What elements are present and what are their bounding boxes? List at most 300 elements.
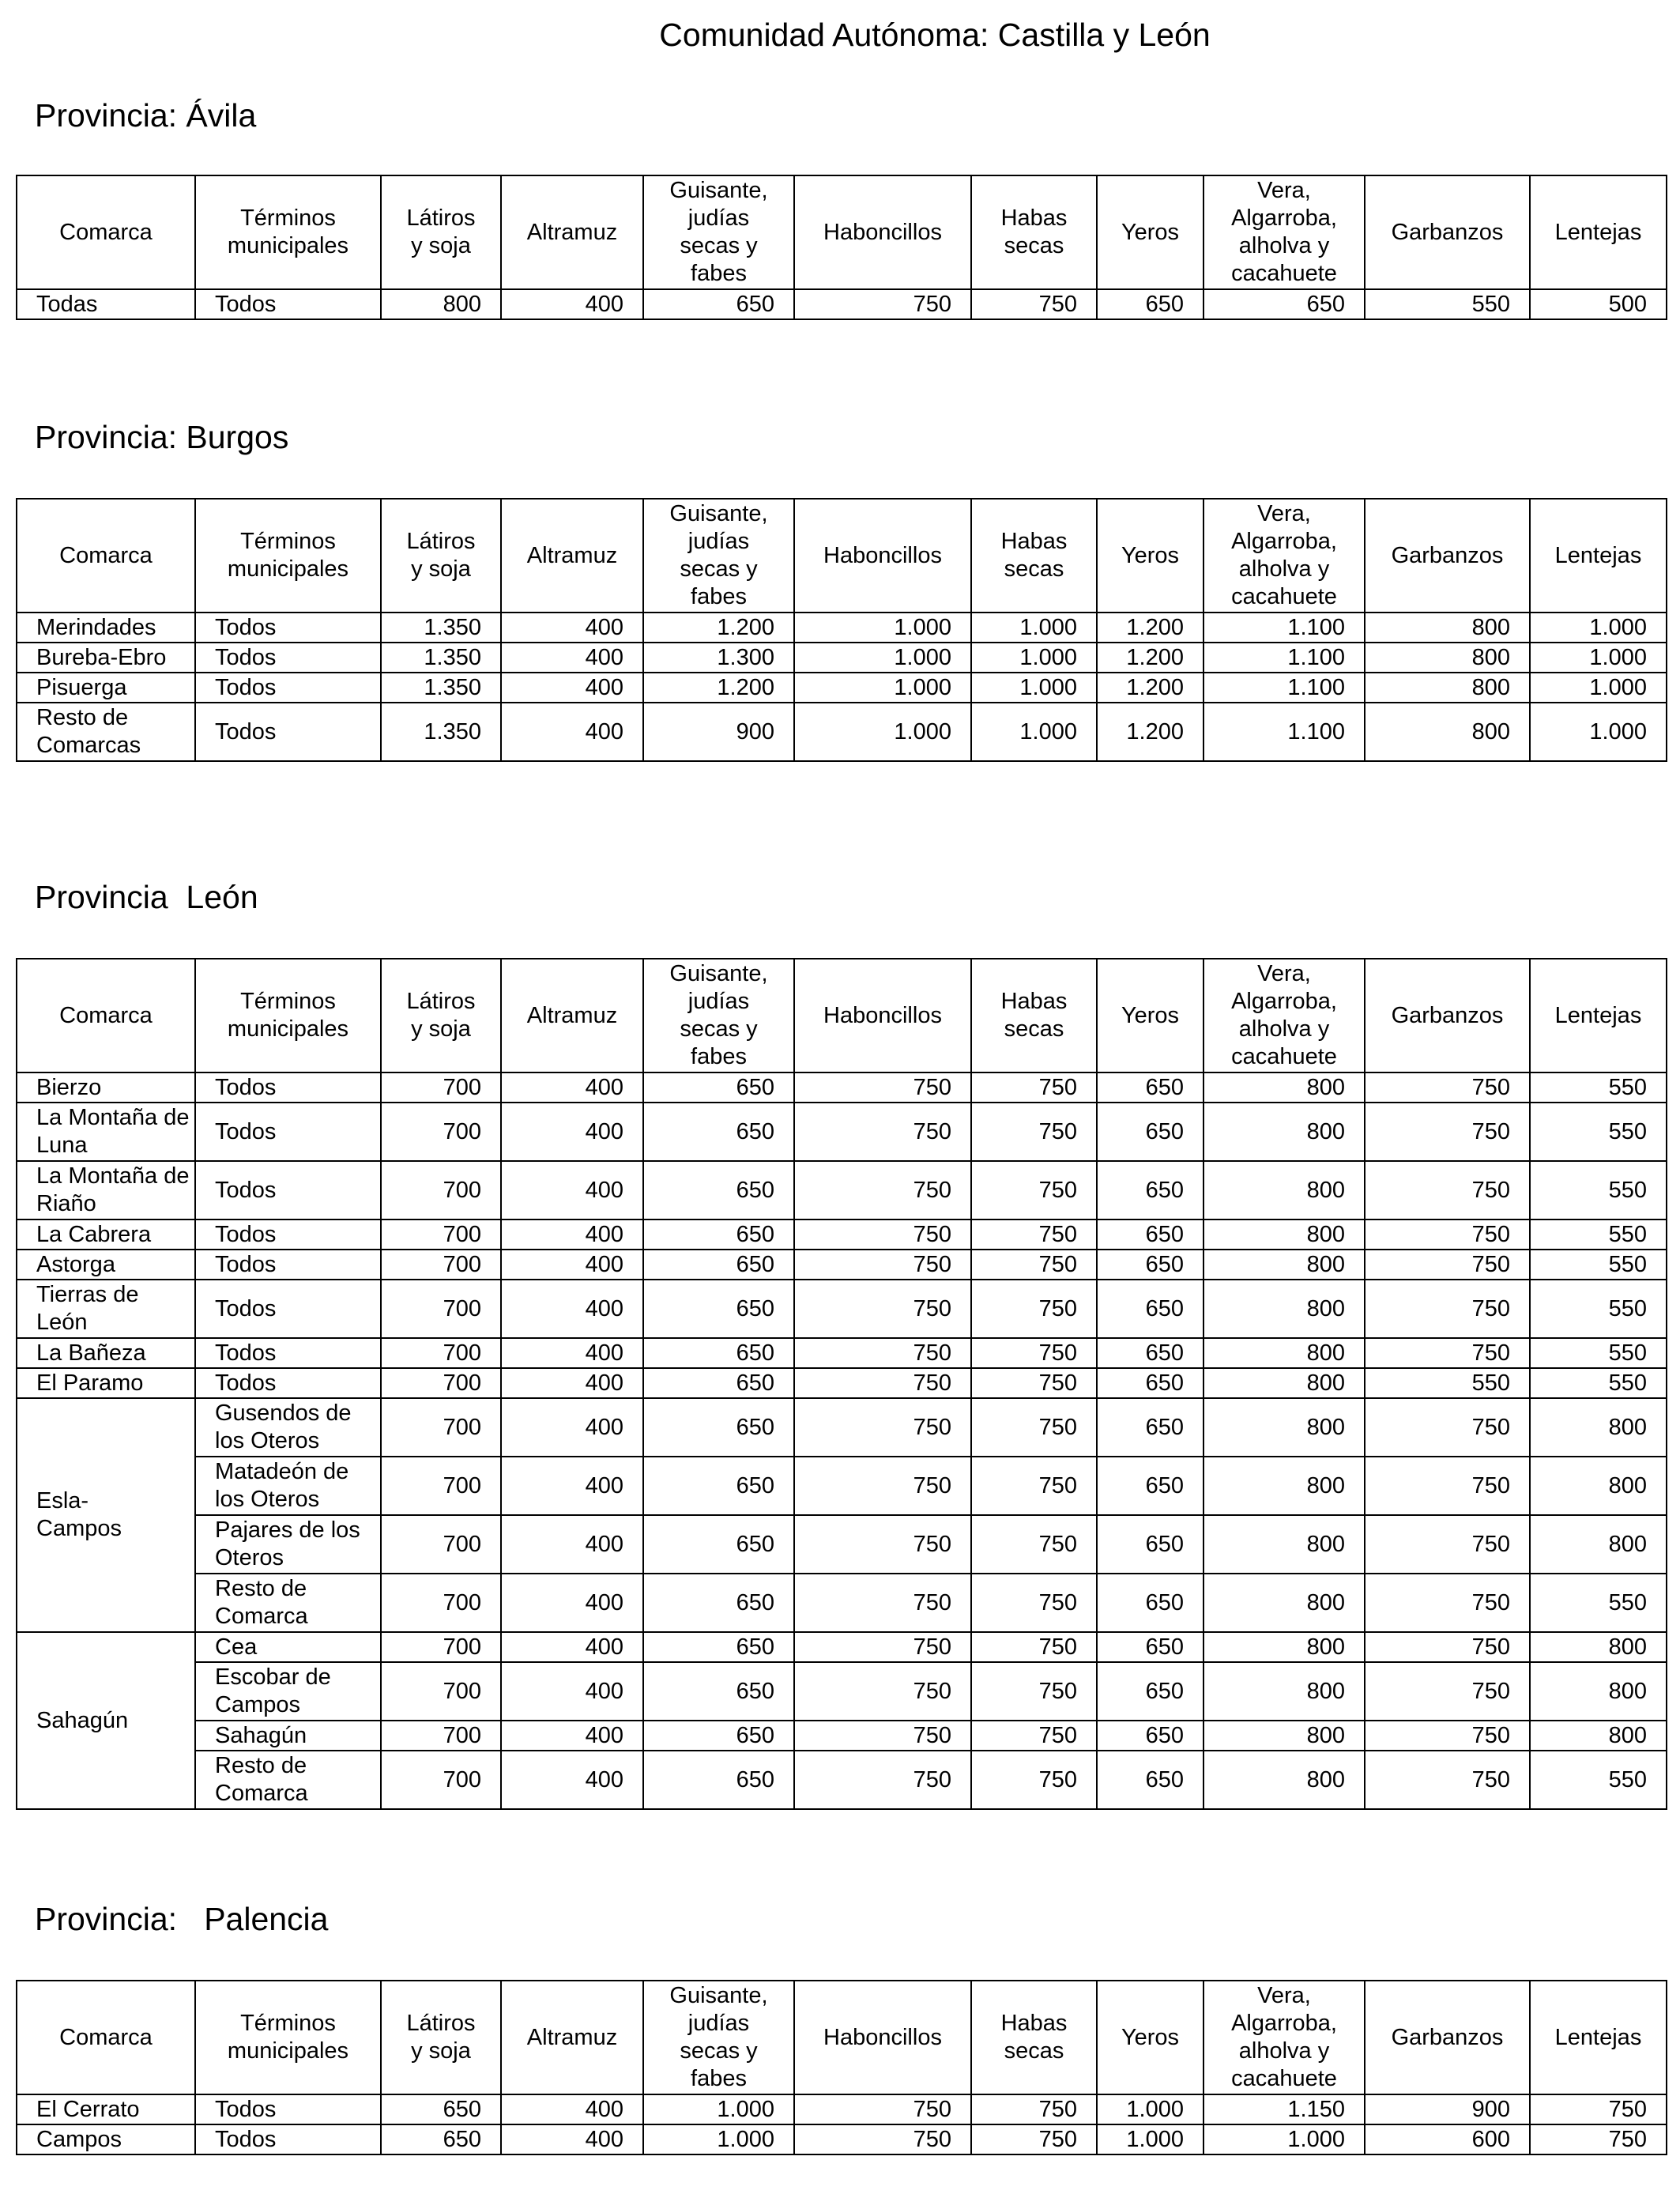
value-cell: 1.200	[643, 613, 794, 643]
section-heading: Provincia León	[35, 879, 258, 915]
value-cell: 750	[971, 1220, 1097, 1250]
header-row	[17, 959, 1667, 1072]
comarca-cell: Resto de Comarcas	[17, 703, 195, 761]
value-cell: 650	[1097, 1103, 1203, 1161]
header-row	[17, 499, 1667, 613]
value-cell: 650	[643, 1721, 794, 1751]
value-cell: 650	[643, 1072, 794, 1103]
value-cell: 750	[1365, 1662, 1530, 1721]
value-cell: 650	[643, 1574, 794, 1632]
value-cell: 500	[1530, 289, 1667, 319]
value-cell: 400	[501, 1662, 643, 1721]
value-cell: 800	[1530, 1515, 1667, 1574]
column-header: Látiros y soja	[381, 959, 501, 1072]
value-cell: 400	[501, 703, 643, 761]
value-cell: 700	[381, 1457, 501, 1515]
comarca-cell: Campos	[17, 2124, 195, 2154]
value-cell: 650	[1097, 1072, 1203, 1103]
value-cell: 750	[971, 1632, 1097, 1662]
value-cell: 750	[794, 1250, 971, 1280]
column-header: Yeros	[1097, 1981, 1203, 2094]
comarca-cell: Esla-Campos	[17, 1398, 195, 1632]
value-cell: 750	[971, 2094, 1097, 2124]
column-header: Altramuz	[501, 175, 643, 289]
value-cell: 650	[643, 1368, 794, 1398]
value-cell: 650	[643, 1103, 794, 1161]
terminos-cell: Todos	[195, 1072, 381, 1103]
column-header: Vera, Algarroba, alholva y cacahuete	[1203, 499, 1365, 613]
value-cell: 700	[381, 1338, 501, 1368]
value-cell: 1.100	[1203, 673, 1365, 703]
table-row	[17, 289, 1667, 319]
table-row	[17, 1721, 1667, 1751]
value-cell: 700	[381, 1250, 501, 1280]
value-cell: 1.200	[1097, 673, 1203, 703]
value-cell: 750	[971, 1515, 1097, 1574]
table-row	[17, 673, 1667, 703]
column-header: Látiros y soja	[381, 175, 501, 289]
column-header: Altramuz	[501, 959, 643, 1072]
value-cell: 1.000	[1530, 673, 1667, 703]
value-cell: 750	[971, 1662, 1097, 1721]
value-cell: 750	[794, 1721, 971, 1751]
value-cell: 1.350	[381, 703, 501, 761]
value-cell: 800	[1530, 1721, 1667, 1751]
value-cell: 1.100	[1203, 703, 1365, 761]
value-cell: 700	[381, 1721, 501, 1751]
column-header: Términos municipales	[195, 499, 381, 613]
page-title: Comunidad Autónoma: Castilla y León	[659, 17, 1211, 53]
value-cell: 400	[501, 1457, 643, 1515]
column-header: Haboncillos	[794, 175, 971, 289]
table-row	[17, 1515, 1667, 1574]
table-row	[17, 1662, 1667, 1721]
column-header: Guisante, judías secas y fabes	[643, 499, 794, 613]
value-cell: 750	[794, 1072, 971, 1103]
header-row	[17, 175, 1667, 289]
value-cell: 650	[1097, 1220, 1203, 1250]
value-cell: 750	[794, 1368, 971, 1398]
value-cell: 750	[1365, 1574, 1530, 1632]
value-cell: 750	[971, 1398, 1097, 1457]
column-header: Guisante, judías secas y fabes	[643, 1981, 794, 2094]
section-heading: Provincia: Ávila	[35, 97, 257, 134]
value-cell: 750	[971, 1280, 1097, 1338]
column-header: Látiros y soja	[381, 1981, 501, 2094]
terminos-cell: Todos	[195, 703, 381, 761]
value-cell: 650	[643, 1751, 794, 1809]
value-cell: 800	[1203, 1280, 1365, 1338]
table-row	[17, 1338, 1667, 1368]
value-cell: 400	[501, 1721, 643, 1751]
value-cell: 650	[1097, 289, 1203, 319]
column-header: Yeros	[1097, 175, 1203, 289]
value-cell: 750	[794, 2124, 971, 2154]
table-leon	[16, 958, 1667, 1810]
value-cell: 650	[643, 289, 794, 319]
terminos-cell: Sahagún	[195, 1721, 381, 1751]
column-header: Comarca	[17, 499, 195, 613]
value-cell: 800	[1365, 613, 1530, 643]
value-cell: 650	[1097, 1161, 1203, 1220]
value-cell: 650	[643, 1250, 794, 1280]
table-row	[17, 1220, 1667, 1250]
value-cell: 400	[501, 1280, 643, 1338]
terminos-cell: Todos	[195, 1220, 381, 1250]
value-cell: 800	[1203, 1662, 1365, 1721]
value-cell: 600	[1365, 2124, 1530, 2154]
value-cell: 650	[1097, 1662, 1203, 1721]
value-cell: 400	[501, 1751, 643, 1809]
value-cell: 650	[643, 1662, 794, 1721]
value-cell: 700	[381, 1574, 501, 1632]
table-row	[17, 1103, 1667, 1161]
value-cell: 400	[501, 2124, 643, 2154]
value-cell: 650	[643, 1632, 794, 1662]
value-cell: 750	[971, 1368, 1097, 1398]
table-row	[17, 1250, 1667, 1280]
value-cell: 750	[971, 1574, 1097, 1632]
column-header: Comarca	[17, 959, 195, 1072]
value-cell: 550	[1530, 1072, 1667, 1103]
value-cell: 750	[794, 1457, 971, 1515]
table-row	[17, 1398, 1667, 1457]
value-cell: 750	[1365, 1515, 1530, 1574]
value-cell: 650	[1203, 289, 1365, 319]
value-cell: 400	[501, 289, 643, 319]
column-header: Lentejas	[1530, 959, 1667, 1072]
value-cell: 800	[1365, 673, 1530, 703]
value-cell: 550	[1530, 1368, 1667, 1398]
value-cell: 700	[381, 1515, 501, 1574]
value-cell: 650	[1097, 1398, 1203, 1457]
value-cell: 750	[794, 1751, 971, 1809]
value-cell: 750	[794, 2094, 971, 2124]
terminos-cell: Todos	[195, 613, 381, 643]
terminos-cell: Gusendos de los Oteros	[195, 1398, 381, 1457]
value-cell: 900	[1365, 2094, 1530, 2124]
value-cell: 750	[1365, 1072, 1530, 1103]
value-cell: 750	[1365, 1280, 1530, 1338]
value-cell: 1.350	[381, 673, 501, 703]
column-header: Términos municipales	[195, 175, 381, 289]
value-cell: 650	[1097, 1574, 1203, 1632]
value-cell: 750	[794, 1515, 971, 1574]
value-cell: 750	[971, 1457, 1097, 1515]
value-cell: 800	[1203, 1574, 1365, 1632]
value-cell: 800	[1203, 1250, 1365, 1280]
value-cell: 1.000	[794, 613, 971, 643]
column-header: Términos municipales	[195, 1981, 381, 2094]
value-cell: 1.000	[1097, 2124, 1203, 2154]
value-cell: 550	[1365, 289, 1530, 319]
comarca-cell: La Bañeza	[17, 1338, 195, 1368]
value-cell: 1.150	[1203, 2094, 1365, 2124]
terminos-cell: Todos	[195, 1161, 381, 1220]
value-cell: 700	[381, 1398, 501, 1457]
column-header: Lentejas	[1530, 499, 1667, 613]
value-cell: 1.350	[381, 643, 501, 673]
value-cell: 750	[1365, 1398, 1530, 1457]
comarca-cell: La Montaña de Riaño	[17, 1161, 195, 1220]
value-cell: 400	[501, 1220, 643, 1250]
value-cell: 400	[501, 613, 643, 643]
value-cell: 1.000	[643, 2094, 794, 2124]
value-cell: 650	[643, 1161, 794, 1220]
value-cell: 650	[643, 1220, 794, 1250]
value-cell: 1.000	[1530, 703, 1667, 761]
column-header: Guisante, judías secas y fabes	[643, 959, 794, 1072]
value-cell: 700	[381, 1662, 501, 1721]
column-header: Garbanzos	[1365, 175, 1530, 289]
value-cell: 700	[381, 1103, 501, 1161]
value-cell: 750	[794, 1662, 971, 1721]
value-cell: 1.000	[643, 2124, 794, 2154]
column-header: Garbanzos	[1365, 499, 1530, 613]
value-cell: 700	[381, 1632, 501, 1662]
value-cell: 1.100	[1203, 643, 1365, 673]
value-cell: 1.300	[643, 643, 794, 673]
value-cell: 750	[1365, 1721, 1530, 1751]
column-header: Altramuz	[501, 1981, 643, 2094]
column-header: Comarca	[17, 1981, 195, 2094]
table-row	[17, 1368, 1667, 1398]
value-cell: 400	[501, 673, 643, 703]
table-row	[17, 1632, 1667, 1662]
value-cell: 400	[501, 1072, 643, 1103]
value-cell: 750	[794, 1632, 971, 1662]
value-cell: 550	[1530, 1751, 1667, 1809]
table-row	[17, 1280, 1667, 1338]
value-cell: 1.000	[1203, 2124, 1365, 2154]
value-cell: 800	[1203, 1632, 1365, 1662]
value-cell: 650	[1097, 1280, 1203, 1338]
value-cell: 650	[1097, 1338, 1203, 1368]
column-header: Habas secas	[971, 175, 1097, 289]
value-cell: 750	[1365, 1751, 1530, 1809]
value-cell: 1.100	[1203, 613, 1365, 643]
value-cell: 750	[1365, 1632, 1530, 1662]
terminos-cell: Todos	[195, 1250, 381, 1280]
value-cell: 750	[1365, 1457, 1530, 1515]
value-cell: 700	[381, 1161, 501, 1220]
value-cell: 750	[794, 1398, 971, 1457]
value-cell: 750	[794, 1103, 971, 1161]
value-cell: 750	[1365, 1103, 1530, 1161]
value-cell: 400	[501, 1574, 643, 1632]
comarca-cell: El Paramo	[17, 1368, 195, 1398]
value-cell: 650	[643, 1280, 794, 1338]
value-cell: 700	[381, 1072, 501, 1103]
value-cell: 800	[1203, 1161, 1365, 1220]
value-cell: 650	[643, 1338, 794, 1368]
comarca-cell: Merindades	[17, 613, 195, 643]
column-header: Haboncillos	[794, 499, 971, 613]
value-cell: 400	[501, 1103, 643, 1161]
value-cell: 750	[794, 1280, 971, 1338]
value-cell: 750	[971, 1161, 1097, 1220]
value-cell: 650	[1097, 1368, 1203, 1398]
value-cell: 700	[381, 1280, 501, 1338]
value-cell: 1.000	[971, 703, 1097, 761]
value-cell: 400	[501, 643, 643, 673]
value-cell: 650	[381, 2094, 501, 2124]
table-row	[17, 643, 1667, 673]
column-header: Garbanzos	[1365, 1981, 1530, 2094]
value-cell: 400	[501, 1398, 643, 1457]
value-cell: 400	[501, 2094, 643, 2124]
value-cell: 750	[971, 2124, 1097, 2154]
value-cell: 1.000	[794, 643, 971, 673]
column-header: Vera, Algarroba, alholva y cacahuete	[1203, 175, 1365, 289]
value-cell: 550	[1365, 1368, 1530, 1398]
value-cell: 650	[1097, 1515, 1203, 1574]
column-header: Habas secas	[971, 959, 1097, 1072]
column-header: Vera, Algarroba, alholva y cacahuete	[1203, 1981, 1365, 2094]
column-header: Lentejas	[1530, 175, 1667, 289]
terminos-cell: Todos	[195, 2124, 381, 2154]
value-cell: 1.000	[794, 703, 971, 761]
table-palencia	[16, 1980, 1667, 2155]
value-cell: 700	[381, 1751, 501, 1809]
value-cell: 800	[1203, 1220, 1365, 1250]
value-cell: 650	[643, 1515, 794, 1574]
value-cell: 1.350	[381, 613, 501, 643]
comarca-cell: Bureba-Ebro	[17, 643, 195, 673]
comarca-cell: Tierras de León	[17, 1280, 195, 1338]
column-header: Vera, Algarroba, alholva y cacahuete	[1203, 959, 1365, 1072]
value-cell: 550	[1530, 1220, 1667, 1250]
table-burgos	[16, 498, 1667, 762]
column-header: Haboncillos	[794, 1981, 971, 2094]
value-cell: 650	[643, 1457, 794, 1515]
value-cell: 800	[1530, 1398, 1667, 1457]
value-cell: 800	[1203, 1103, 1365, 1161]
value-cell: 800	[1530, 1632, 1667, 1662]
value-cell: 550	[1530, 1250, 1667, 1280]
value-cell: 650	[1097, 1721, 1203, 1751]
value-cell: 650	[1097, 1632, 1203, 1662]
value-cell: 1.000	[971, 673, 1097, 703]
column-header: Guisante, judías secas y fabes	[643, 175, 794, 289]
value-cell: 750	[794, 1338, 971, 1368]
table-row	[17, 613, 1667, 643]
table-row	[17, 1072, 1667, 1103]
table-row	[17, 1457, 1667, 1515]
terminos-cell: Cea	[195, 1632, 381, 1662]
value-cell: 550	[1530, 1338, 1667, 1368]
comarca-cell: Pisuerga	[17, 673, 195, 703]
terminos-cell: Pajares de los Oteros	[195, 1515, 381, 1574]
value-cell: 550	[1530, 1280, 1667, 1338]
value-cell: 750	[971, 1072, 1097, 1103]
terminos-cell: Todos	[195, 2094, 381, 2124]
table-avila	[16, 175, 1667, 320]
value-cell: 1.200	[643, 673, 794, 703]
value-cell: 550	[1530, 1161, 1667, 1220]
terminos-cell: Todos	[195, 673, 381, 703]
terminos-cell: Todos	[195, 1368, 381, 1398]
value-cell: 750	[1530, 2124, 1667, 2154]
terminos-cell: Todos	[195, 289, 381, 319]
value-cell: 1.000	[1530, 643, 1667, 673]
column-header: Haboncillos	[794, 959, 971, 1072]
value-cell: 750	[1365, 1338, 1530, 1368]
value-cell: 1.000	[971, 643, 1097, 673]
value-cell: 1.200	[1097, 613, 1203, 643]
comarca-cell: La Cabrera	[17, 1220, 195, 1250]
column-header: Comarca	[17, 175, 195, 289]
value-cell: 550	[1530, 1574, 1667, 1632]
value-cell: 750	[1365, 1220, 1530, 1250]
value-cell: 550	[1530, 1103, 1667, 1161]
value-cell: 750	[794, 289, 971, 319]
column-header: Términos municipales	[195, 959, 381, 1072]
section-heading: Provincia: Burgos	[35, 419, 289, 455]
table-row	[17, 2124, 1667, 2154]
value-cell: 750	[971, 289, 1097, 319]
value-cell: 650	[1097, 1751, 1203, 1809]
value-cell: 400	[501, 1632, 643, 1662]
value-cell: 1.000	[1530, 613, 1667, 643]
value-cell: 700	[381, 1368, 501, 1398]
table-row	[17, 2094, 1667, 2124]
value-cell: 750	[971, 1250, 1097, 1280]
terminos-cell: Resto de Comarca	[195, 1751, 381, 1809]
value-cell: 750	[794, 1574, 971, 1632]
value-cell: 1.200	[1097, 643, 1203, 673]
value-cell: 650	[643, 1398, 794, 1457]
value-cell: 650	[1097, 1250, 1203, 1280]
column-header: Látiros y soja	[381, 499, 501, 613]
value-cell: 750	[971, 1751, 1097, 1809]
comarca-cell: Bierzo	[17, 1072, 195, 1103]
comarca-cell: La Montaña de Luna	[17, 1103, 195, 1161]
value-cell: 800	[1530, 1457, 1667, 1515]
table-row	[17, 703, 1667, 761]
terminos-cell: Todos	[195, 643, 381, 673]
terminos-cell: Todos	[195, 1338, 381, 1368]
terminos-cell: Escobar de Campos	[195, 1662, 381, 1721]
value-cell: 650	[381, 2124, 501, 2154]
table-row	[17, 1751, 1667, 1809]
value-cell: 1.000	[1097, 2094, 1203, 2124]
value-cell: 800	[1203, 1751, 1365, 1809]
value-cell: 750	[794, 1161, 971, 1220]
column-header: Lentejas	[1530, 1981, 1667, 2094]
comarca-cell: Astorga	[17, 1250, 195, 1280]
value-cell: 750	[971, 1338, 1097, 1368]
value-cell: 750	[1365, 1161, 1530, 1220]
column-header: Habas secas	[971, 499, 1097, 613]
terminos-cell: Resto de Comarca	[195, 1574, 381, 1632]
value-cell: 750	[1365, 1250, 1530, 1280]
comarca-cell: Sahagún	[17, 1632, 195, 1809]
value-cell: 650	[1097, 1457, 1203, 1515]
value-cell: 750	[971, 1721, 1097, 1751]
value-cell: 1.000	[971, 613, 1097, 643]
column-header: Yeros	[1097, 959, 1203, 1072]
column-header: Habas secas	[971, 1981, 1097, 2094]
header-row	[17, 1981, 1667, 2094]
value-cell: 800	[1203, 1457, 1365, 1515]
value-cell: 750	[794, 1220, 971, 1250]
value-cell: 800	[1530, 1662, 1667, 1721]
value-cell: 1.000	[794, 673, 971, 703]
comarca-cell: El Cerrato	[17, 2094, 195, 2124]
terminos-cell: Todos	[195, 1103, 381, 1161]
value-cell: 400	[501, 1515, 643, 1574]
